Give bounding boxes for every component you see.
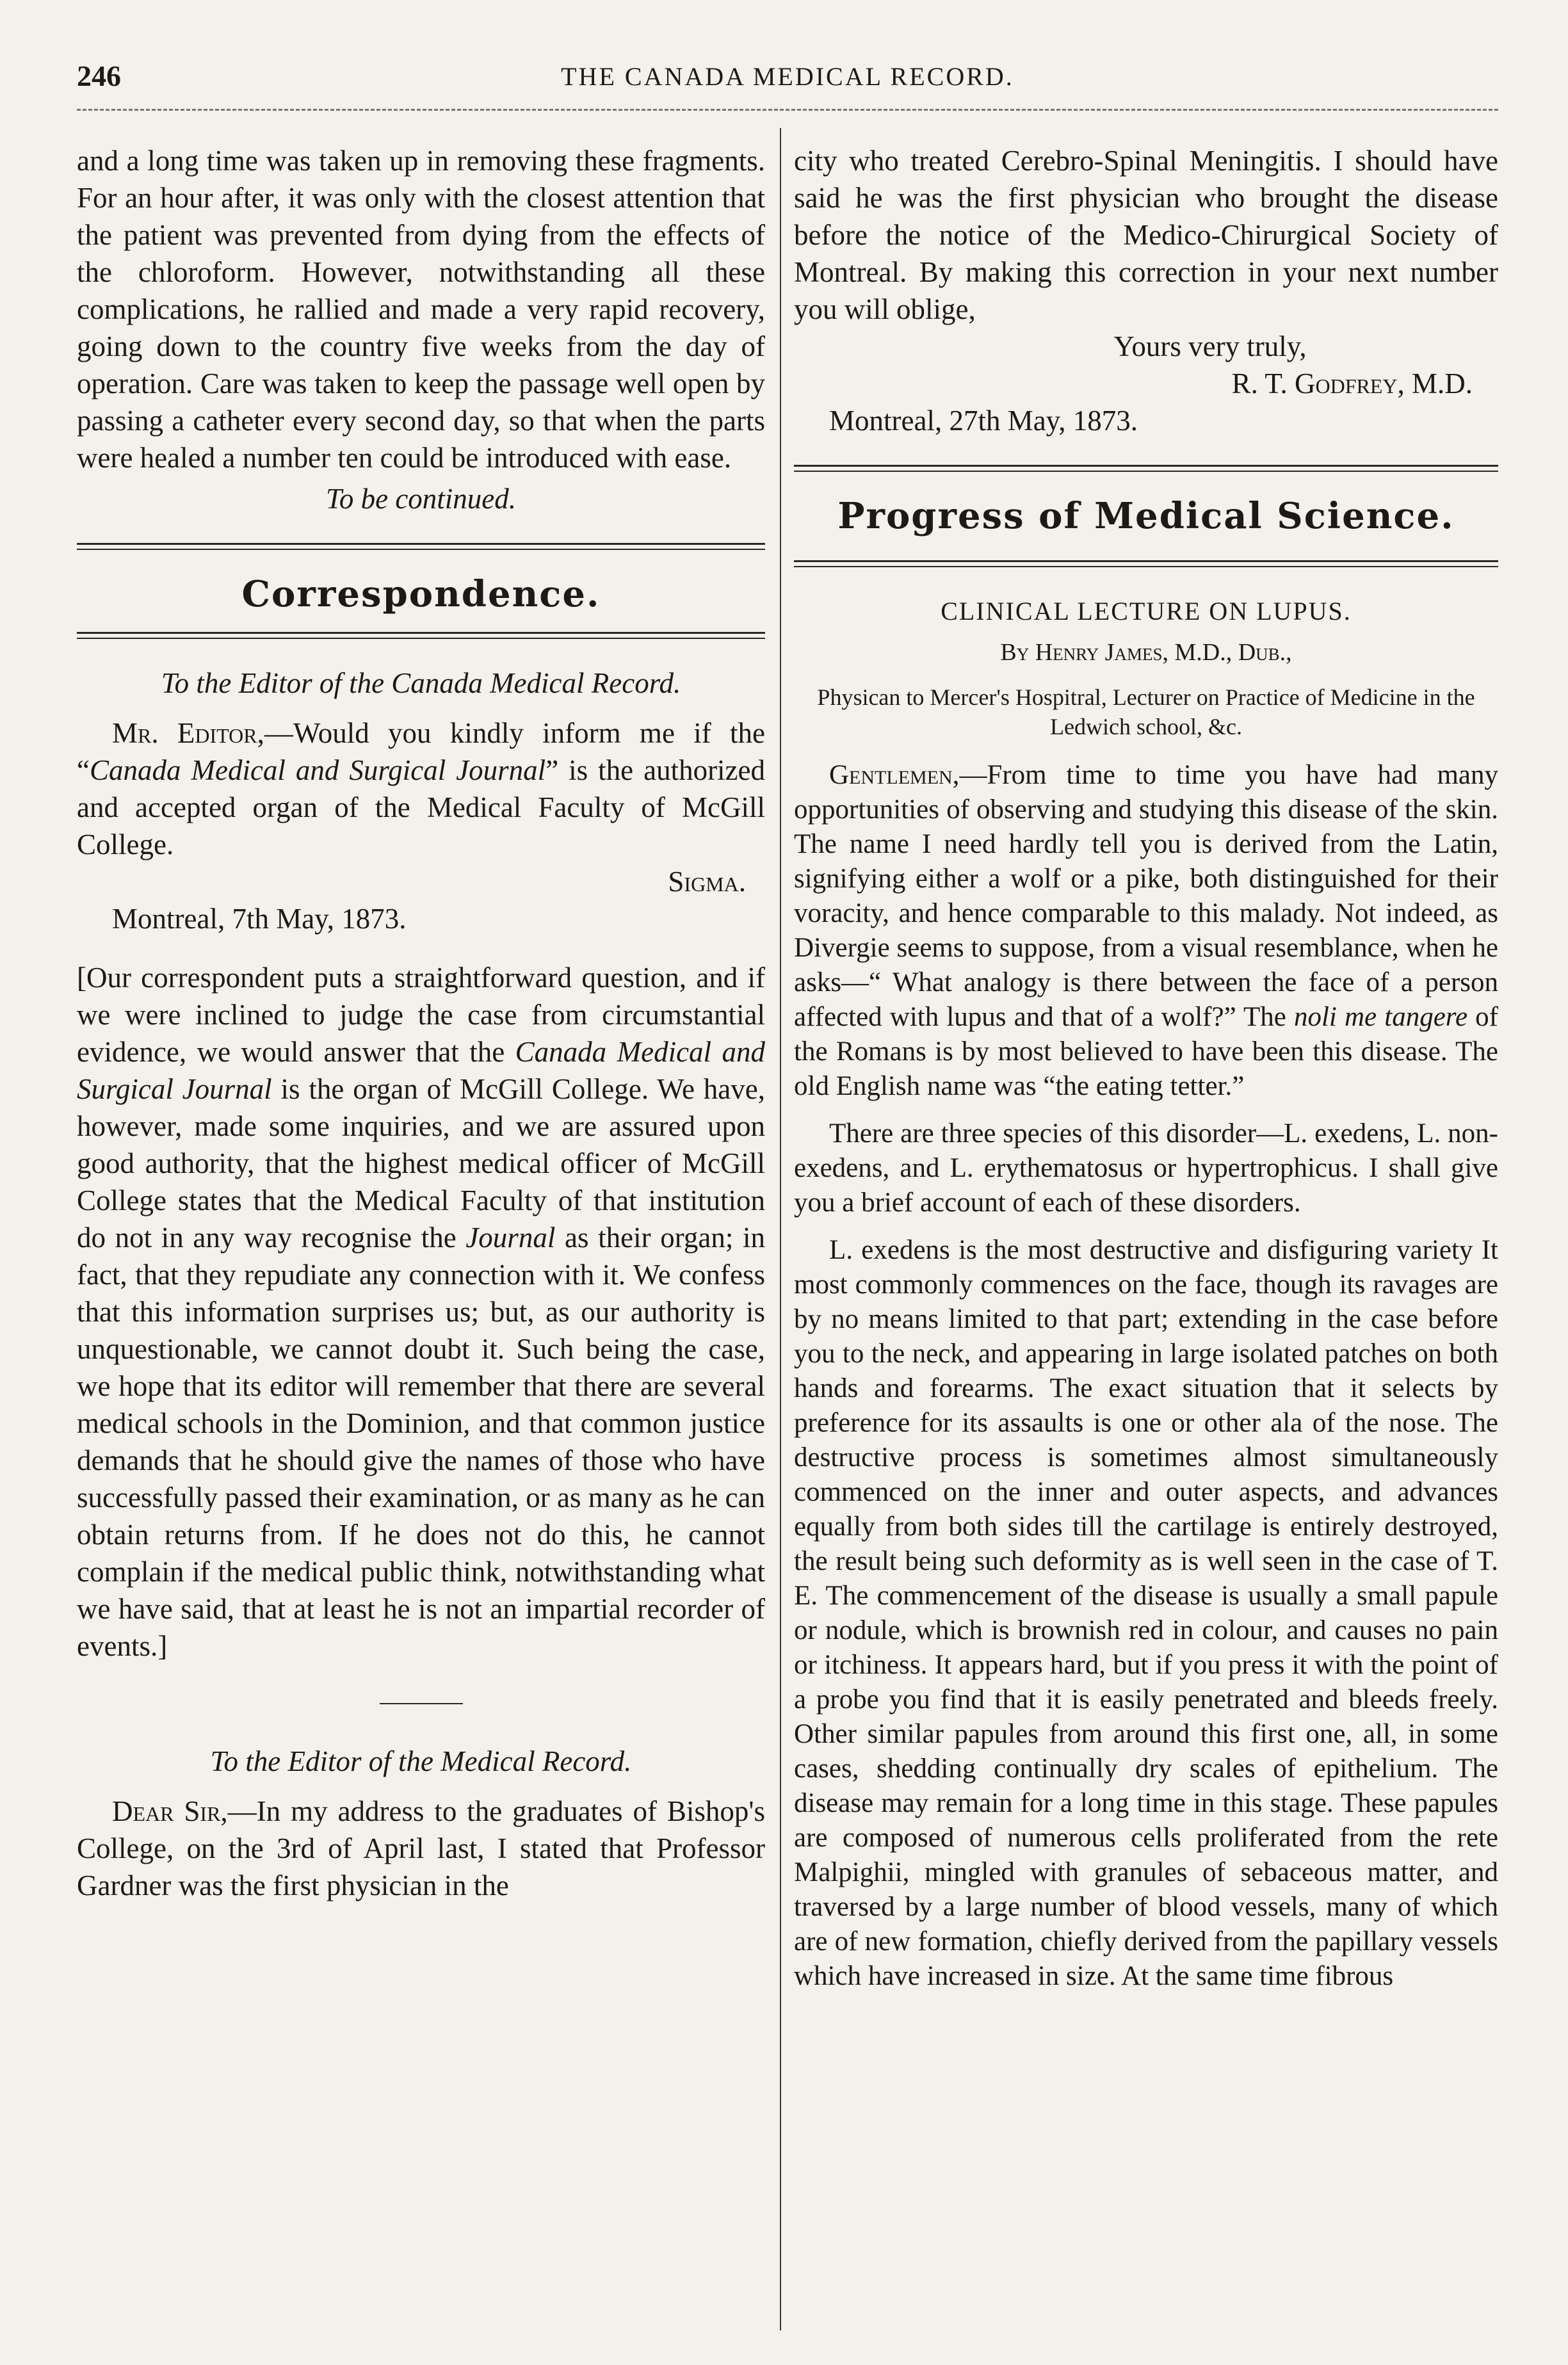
correspondence-heading: Correspondence. xyxy=(241,573,601,615)
lecture-p1-b: of the Romans is by most believed to have been this disease. The old English name was “the eating tetter.” xyxy=(794,1002,1498,1101)
header-rule xyxy=(77,109,1498,111)
letter1-dateline: Montreal, 7th May, 1873. xyxy=(112,903,407,935)
page-header xyxy=(77,59,1498,104)
lecture-body xyxy=(794,758,1498,1994)
letter2-dateline: Montreal, 27th May, 1873. xyxy=(829,405,1138,437)
reply-journal-1: Canada Medical and Surgical Journal xyxy=(77,1036,766,1105)
lecture-paragraph-1 xyxy=(794,758,1498,1104)
lecture-p1-a: —From time to time you have had many opportunities of observing and studying this disease of the skin. The name I need hardly tell you is derived from the Latin, signifying either a wolf or a pike, both distinguished for their voracity, and hence comparable to this malady. Not indeed, as Divergie seems to suppose, from a visual resemblance, when he asks—“ What analogy is there between the face of a person affected with lupus and that of a wolf?” The xyxy=(794,760,1498,1032)
letter1-salutation: To the Editor of the Canada Medical Record. xyxy=(161,667,681,699)
lecture-paragraph-3: L. exedens is the most destructive and disfiguring variety It most commonly commences on the face, though its ravages are by no means limited to that part; extending in the case before you to the neck, and appearing in large isolated patches on both hands and forearms. The exact situation that it selects by preference for its assaults is one or other ala of the nose. The destructive process is sometimes almost simultaneously commenced on the inner and outer aspects, and advances equally from both sides till the cartilage is entirely destroyed, the result being such deformity as is well seen in the case of T. E. The commencement of the disease is usually a small papule or nodule, which is brownish red in colour, and causes no pain or itchiness. It appears hard, but if you press it with the point of a probe you find that it is easily penetrated and bleeds freely. Other similar papules from around this first one, all, in some cases, shedding continually dry scales of epithelium. The disease may remain for a long time in this stage. These papules are composed of numerous cells proliferated from the rete Malpighii, mingled with granules of sebaceous matter, and traversed by a large number of blood vessels, many of which are of new formation, chiefly derived from the papillary vessels which have increased in size. At the same time fibrous xyxy=(794,1235,1498,1991)
lecture-affiliation: Physican to Mercer's Hospitral, Lecturer on Practice of Medicine in the Ledwich school, &c. xyxy=(817,684,1475,739)
letter1-text-post: ” is the authorized and accepted organ of the Medical Faculty of McGill College. xyxy=(77,754,766,860)
letter2-continued: city who treated Cerebro-Spinal Meningitis. I should have said he was the first physician who brought the disease before the notice of the Medico-Chirurgical Society of Montreal. By making this correction in your next number you will oblige, xyxy=(794,145,1498,325)
section-rule xyxy=(77,543,765,550)
letter2-body xyxy=(77,1793,765,1904)
letter2-closing: Yours very truly, xyxy=(1113,330,1307,362)
to-be-continued: To be continued. xyxy=(325,483,517,515)
reply-journal-2: Journal xyxy=(465,1222,556,1254)
letter2-signature: R. T. Godfrey, M.D. xyxy=(1231,367,1473,400)
section-rule xyxy=(794,560,1498,567)
running-title: THE CANADA MEDICAL RECORD. xyxy=(561,62,1014,91)
lecture-title: CLINICAL LECTURE ON LUPUS. xyxy=(941,597,1352,626)
lecture-lead: Gentlemen, xyxy=(829,760,960,790)
continued-paragraph: and a long time was taken up in removing these fragments. For an hour after, it was only with the closest attention that the patient was prevented from dying from the effects of the chloroform. However, notwithstanding all these complications, he rallied and made a very rapid recovery, going down to the country five weeks from the day of operation. Care was taken to keep the passage well open by passing a catheter every second day, so that when the parts were healed a number ten could be introduced with ease. xyxy=(77,145,765,474)
short-divider xyxy=(380,1703,463,1704)
reply-text-1: [Our correspondent puts a straightforward question, and if we were inclined to judge the case from circumstantial evidence, we would answer that the xyxy=(77,962,765,1068)
letter1-lead: Mr. Editor, xyxy=(112,717,264,749)
page-number: 246 xyxy=(77,60,121,92)
letter2-salutation: To the Editor of the Medical Record. xyxy=(210,1745,632,1777)
lecture-paragraph-2: There are three species of this disorder—L. exedens, L. non-exedens, and L. erythematosus or hypertrophicus. I shall give you a brief account of each of these disorders. xyxy=(794,1118,1498,1218)
letter1-body xyxy=(77,714,765,863)
letter1-text-pre: —Would you kindly inform me if the “ xyxy=(77,717,765,786)
column-divider xyxy=(780,128,781,2330)
reply-text-3: as their organ; in fact, that they repudiate any connection with it. We confess that this information surprises us; but, as our authority is unquestionable, we cannot doubt it. Such being the case, we hope that its editor will remember that there are several medical schools in the Dominion, and that common justice demands that he should give the names of those who have successfully passed their examination, or as many as he can obtain returns from. If he does not do this, he cannot complain if the medical public think, notwithstanding what we have said, that at least he is not an impartial recorder of events.] xyxy=(77,1222,765,1662)
section-rule xyxy=(794,465,1498,472)
lecture-byline: By Henry James, M.D., Dub., xyxy=(1000,639,1292,666)
left-column xyxy=(77,142,765,1904)
reply-text-2: is the organ of McGill College. We have, however, made some inquiries, and we are assured upon good authority, that the highest medical officer of McGill College states that the Medical Faculty of that institution do not in any way recognise the xyxy=(77,1073,765,1254)
letter1-signature: Sigma. xyxy=(668,866,746,898)
section-rule xyxy=(77,632,765,639)
lecture-latin: noli me tangere xyxy=(1293,1002,1468,1032)
progress-heading: Progress of Medical Science. xyxy=(837,495,1455,537)
letter2-text: —In my address to the graduates of Bishop's College, on the 3rd of April last, I stated that Professor Gardner was the first physician in the xyxy=(77,1795,765,1901)
letter2-lead: Dear Sir, xyxy=(112,1795,228,1827)
right-column xyxy=(794,142,1498,1994)
letter1-journal: Canada Medical and Surgical Journal xyxy=(89,754,546,786)
editor-reply xyxy=(77,959,765,1665)
